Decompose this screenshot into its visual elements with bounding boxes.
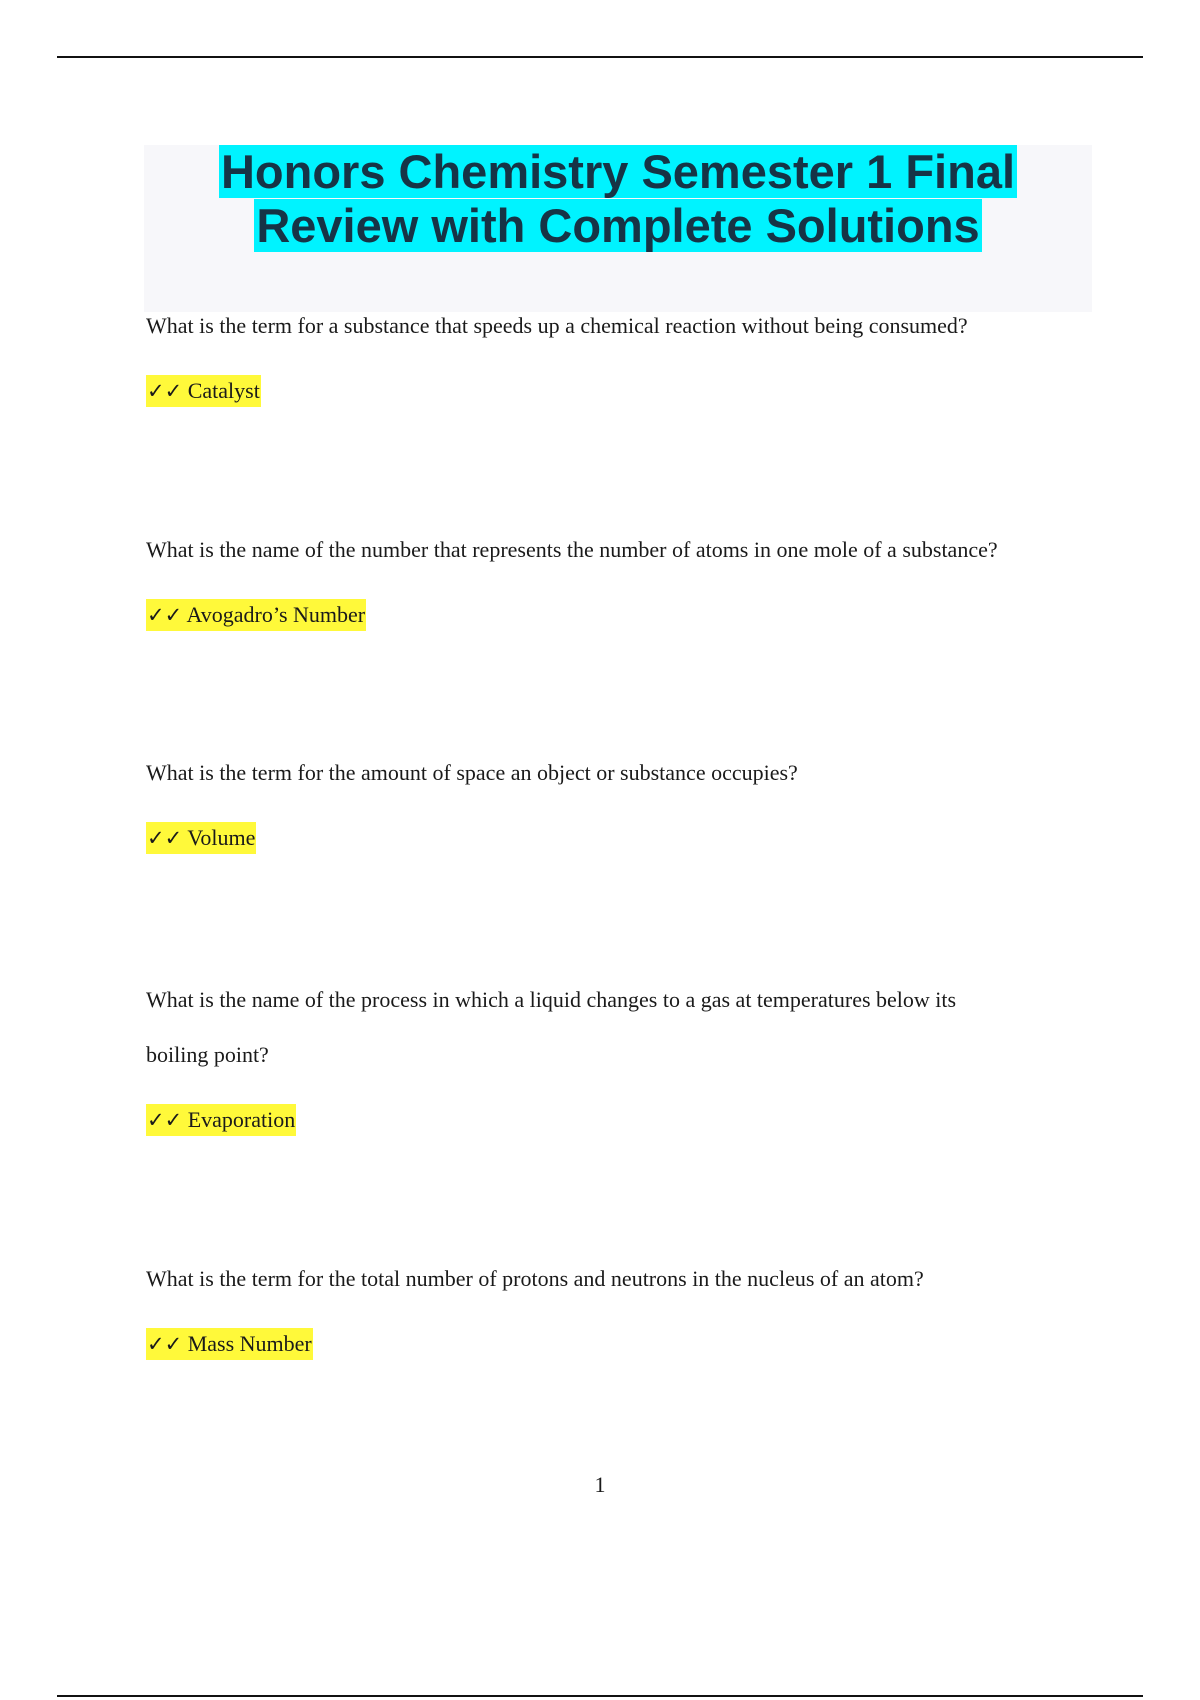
qa-item-1 [146,298,1096,407]
title-box [144,145,1092,312]
qa-item-2 [146,522,1096,631]
check-icon: ✓✓ [147,826,183,850]
check-icon: ✓✓ [147,379,183,403]
answer-text [146,375,261,407]
question-text: What is the name of the number that represents the number of atoms in one mole of a substance? [146,537,998,562]
bottom-rule [57,1695,1143,1697]
answer-text [146,822,256,854]
document-title [144,145,1092,253]
question-text: What is the term for the total number of protons and neutrons in the nucleus of an atom? [146,1266,924,1291]
qa-item-5 [146,1251,1096,1360]
question-text: What is the term for the amount of space an object or substance occupies? [146,760,798,785]
check-icon: ✓✓ [147,1332,183,1356]
title-line-2: Review with Complete Solutions [256,199,980,252]
title-line-1: Honors Chemistry Semester 1 Final [220,145,1016,198]
question-text: What is the term for a substance that speeds up a chemical reaction without being consumed? [146,313,968,338]
qa-item-3 [146,745,1096,854]
answer-label: Volume [187,825,256,850]
answer-text [146,599,366,631]
check-icon: ✓✓ [147,603,183,627]
answer-label: Catalyst [187,378,260,403]
answer-text [146,1328,313,1360]
answer-label: Avogadro’s Number [186,602,366,627]
answer-text [146,1104,296,1136]
qa-item-4 [146,972,1096,1136]
page-number: 1 [594,1472,606,1497]
top-rule [57,56,1143,58]
answer-label: Evaporation [187,1107,296,1132]
question-line-1: What is the name of the process in which a liquid changes to a gas at temperatures below its [146,987,957,1012]
answer-label: Mass Number [187,1331,312,1356]
question-text [146,972,1096,1082]
check-icon: ✓✓ [147,1108,183,1132]
question-line-2: boiling point? [146,1042,269,1067]
